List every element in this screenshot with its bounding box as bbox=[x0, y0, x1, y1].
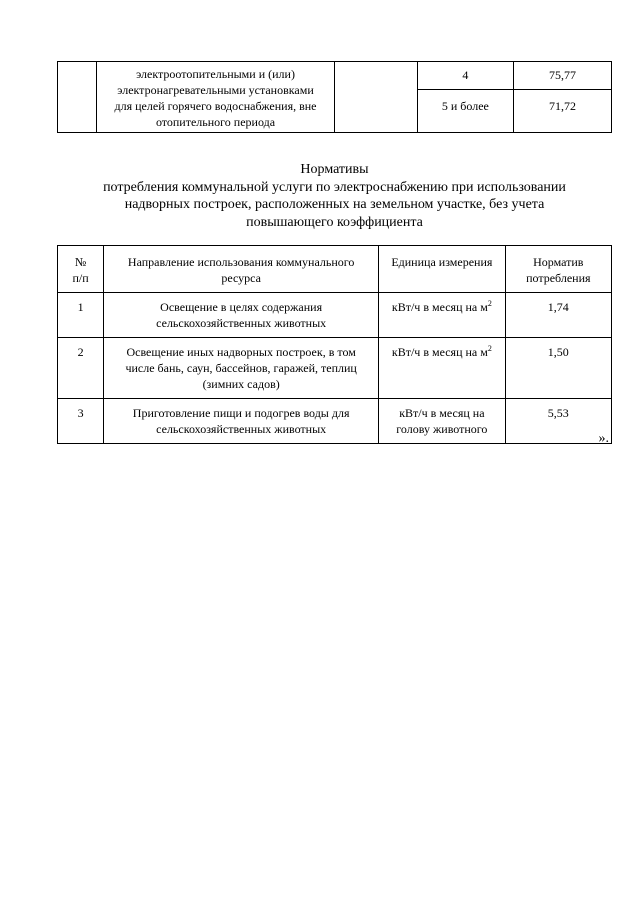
value-cell: 71,72 bbox=[513, 89, 611, 132]
norms-table bbox=[57, 245, 612, 444]
empty-cell bbox=[335, 62, 418, 133]
usage-description-cell bbox=[96, 62, 334, 133]
header-num: № п/п bbox=[58, 246, 104, 293]
row-unit: кВт/ч в месяц на голову животного bbox=[379, 399, 505, 444]
text-line: для целей горячего водоснабжения, вне bbox=[114, 99, 317, 113]
row-norm: 5,53 bbox=[505, 399, 611, 444]
row-norm: 1,74 bbox=[505, 293, 611, 338]
text-line: электроотопительными и (или) bbox=[136, 67, 295, 81]
continuation-table bbox=[57, 61, 612, 133]
header-direction: Направление использования коммунального ресурса bbox=[104, 246, 379, 293]
text-line: электронагревательными установками bbox=[117, 83, 314, 97]
persons-cell: 4 bbox=[417, 62, 513, 90]
table-header-row bbox=[58, 246, 612, 293]
closing-quote: ». bbox=[598, 431, 609, 446]
heading-line: надворных построек, расположенных на земельном участке, без учета bbox=[124, 197, 545, 212]
row-num: 2 bbox=[58, 338, 104, 399]
row-num: 3 bbox=[58, 399, 104, 444]
heading-line: потребления коммунальной услуги по электроснабжению при использовании bbox=[103, 179, 566, 195]
table-row bbox=[58, 399, 612, 444]
heading-line: повышающего коэффициента bbox=[246, 214, 423, 230]
row-direction: Приготовление пищи и подогрев воды для сельскохозяйственных животных bbox=[104, 399, 379, 444]
row-direction: Освещение в целях содержания сельскохозяйственных животных bbox=[104, 293, 379, 338]
value-cell: 75,77 bbox=[513, 62, 611, 90]
empty-cell bbox=[58, 62, 97, 133]
table-row bbox=[58, 338, 612, 399]
row-num: 1 bbox=[58, 293, 104, 338]
heading-title: Нормативы bbox=[300, 162, 369, 177]
section-heading bbox=[57, 161, 612, 231]
row-norm: 1,50 bbox=[505, 338, 611, 399]
text-line: отопительного периода bbox=[155, 115, 276, 129]
header-norm: Норматив потребления bbox=[505, 246, 611, 293]
row-direction: Освещение иных надворных построек, в том числе бань, саун, бассейнов, гаражей, теплиц (зимних садов) bbox=[104, 338, 379, 399]
table-row bbox=[58, 293, 612, 338]
row-unit: кВт/ч в месяц на $м^2$ bbox=[379, 293, 505, 338]
header-unit: Единица измерения bbox=[379, 246, 505, 293]
row-unit: кВт/ч в месяц на $м^2$ bbox=[379, 338, 505, 399]
persons-cell: 5 и более bbox=[417, 89, 513, 132]
